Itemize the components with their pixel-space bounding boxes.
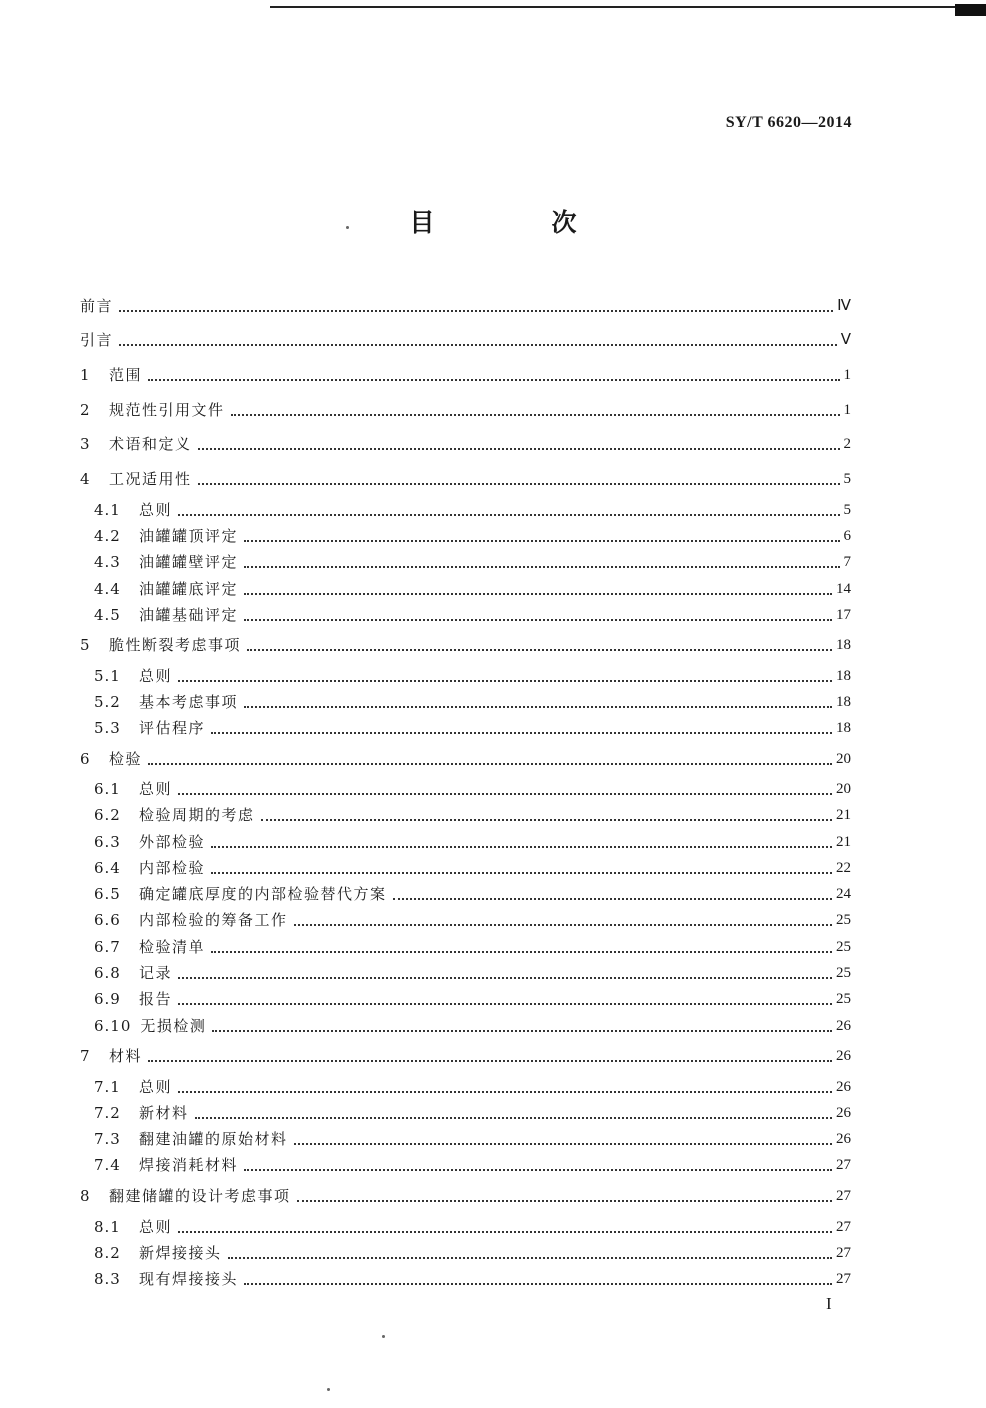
toc-entry-number: 6.5 (94, 885, 121, 903)
toc-entry[interactable] (94, 855, 851, 877)
toc-entry-page: 18 (836, 694, 851, 710)
toc-entry[interactable] (80, 466, 851, 488)
toc-entry-number: 5 (80, 636, 91, 654)
scan-speck (382, 1335, 385, 1338)
toc-dot-leader (244, 565, 839, 568)
toc-entry-page: 14 (836, 581, 851, 597)
toc-entry-label: 确定罐底厚度的内部检验替代方案 (139, 885, 387, 903)
toc-entry-number: 3 (80, 435, 91, 453)
toc-entry-page: Ⅳ (837, 298, 851, 314)
toc-entry[interactable] (94, 549, 851, 571)
toc-entry[interactable] (80, 1043, 851, 1065)
toc-entry-label: 总则 (139, 780, 173, 798)
toc-entry-number: 8.1 (94, 1218, 121, 1236)
toc-entry[interactable] (94, 576, 851, 598)
toc-entry-number: 6.2 (94, 806, 121, 824)
toc-entry-label: 材料 (109, 1047, 143, 1065)
toc-entry-page: 5 (843, 471, 851, 487)
toc-dot-leader (148, 378, 839, 381)
toc-dot-leader (195, 1116, 832, 1119)
toc-entry-label: 外部检验 (139, 833, 206, 851)
toc-entry-label: 评估程序 (139, 719, 206, 737)
toc-entry-page: 26 (836, 1105, 851, 1121)
toc-entry-page: 27 (836, 1219, 851, 1235)
toc-entry-label: 油罐罐底评定 (139, 580, 239, 598)
toc-entry-number: 6.9 (94, 990, 121, 1008)
toc-entry-page: 25 (836, 991, 851, 1007)
toc-dot-leader (228, 1256, 832, 1259)
toc-entry[interactable] (94, 960, 851, 982)
toc-entry-label: 油罐罐顶评定 (139, 527, 239, 545)
toc-entry-number: 6.3 (94, 833, 121, 851)
toc-entry[interactable] (94, 1074, 851, 1096)
toc-dot-leader (211, 871, 832, 874)
toc-entry-label: 检验清单 (139, 938, 206, 956)
toc-entry[interactable] (94, 802, 851, 824)
toc-entry-label: 工况适用性 (109, 470, 192, 488)
toc-entry-number: 7.3 (94, 1130, 121, 1148)
toc-entry-number: 4 (80, 470, 91, 488)
toc-entry[interactable] (94, 829, 851, 851)
toc-entry-label: 总则 (139, 1218, 173, 1236)
toc-entry-number: 7.2 (94, 1104, 121, 1122)
toc-dot-leader (294, 1142, 832, 1145)
toc-entry[interactable] (80, 397, 851, 419)
toc-entry-label: 总则 (139, 1078, 173, 1096)
toc-entry-page: 26 (836, 1018, 851, 1034)
toc-dot-leader (244, 618, 832, 621)
toc-dot-leader (178, 1002, 832, 1005)
toc-entry[interactable] (80, 327, 851, 349)
toc-entry-label: 记录 (139, 964, 173, 982)
toc-entry[interactable] (94, 689, 851, 711)
toc-entry-number: 6.4 (94, 859, 121, 877)
toc-dot-leader (211, 731, 832, 734)
toc-dot-leader (178, 792, 832, 795)
toc-entry-label: 基本考虑事项 (139, 693, 239, 711)
toc-entry-page: 21 (836, 807, 851, 823)
toc-dot-leader (178, 679, 832, 682)
toc-entry[interactable] (94, 1013, 851, 1035)
toc-entry-page: 25 (836, 939, 851, 955)
toc-entry-label: 引言 (80, 331, 114, 349)
toc-entry[interactable] (80, 431, 851, 453)
toc-entry-label: 总则 (139, 501, 173, 519)
toc-entry-page: 27 (836, 1271, 851, 1287)
toc-dot-leader (393, 897, 832, 900)
toc-entry-number: 7.4 (94, 1156, 121, 1174)
toc-entry[interactable] (80, 632, 851, 654)
toc-entry-page: 25 (836, 912, 851, 928)
toc-dot-leader (261, 818, 832, 821)
toc-entry-page: 2 (843, 436, 851, 452)
toc-entry-number: 4.4 (94, 580, 121, 598)
toc-entry-page: 5 (843, 502, 851, 518)
toc-entry-page: 26 (836, 1079, 851, 1095)
toc-entry-page: 24 (836, 886, 851, 902)
toc-entry-number: 7.1 (94, 1078, 121, 1096)
toc-entry[interactable] (94, 986, 851, 1008)
toc-entry[interactable] (80, 293, 851, 315)
toc-entry-label: 前言 (80, 297, 114, 315)
toc-entry-label: 翻建储罐的设计考虑事项 (109, 1187, 291, 1205)
toc-entry-label: 总则 (139, 667, 173, 685)
toc-entry-page: 6 (843, 528, 851, 544)
toc-entry-number: 4.2 (94, 527, 121, 545)
toc-entry-label: 无损检测 (140, 1017, 207, 1035)
toc-entry-label: 翻建油罐的原始材料 (139, 1130, 288, 1148)
toc-entry-page: 20 (836, 751, 851, 767)
toc-entry-label: 检验周期的考虑 (139, 806, 255, 824)
toc-entry-page: 26 (836, 1131, 851, 1147)
toc-entry-label: 术语和定义 (109, 435, 192, 453)
toc-entry-number: 5.3 (94, 719, 121, 737)
toc-dot-leader (244, 1282, 832, 1285)
toc-entry-label: 内部检验 (139, 859, 206, 877)
toc-entry[interactable] (94, 497, 851, 519)
toc-dot-leader (211, 950, 832, 953)
toc-entry[interactable] (94, 1266, 851, 1288)
toc-entry-page: 20 (836, 781, 851, 797)
toc-dot-leader (244, 592, 832, 595)
toc-dot-leader (198, 482, 840, 485)
toc-entry-page: 18 (836, 720, 851, 736)
toc-dot-leader (178, 513, 839, 516)
toc-dot-leader (119, 309, 833, 312)
toc-entry-label: 内部检验的筹备工作 (139, 911, 288, 929)
toc-entry-page: Ⅴ (840, 332, 851, 348)
toc-entry[interactable] (94, 523, 851, 545)
scan-speck (327, 1388, 330, 1391)
toc-dot-leader (211, 845, 832, 848)
toc-dot-leader (198, 447, 840, 450)
toc-dot-leader (148, 1059, 832, 1062)
toc-dot-leader (297, 1199, 832, 1202)
toc-entry[interactable] (94, 1126, 851, 1148)
toc-entry-page: 27 (836, 1157, 851, 1173)
toc-dot-leader (178, 1230, 832, 1233)
toc-entry-number: 1 (80, 366, 91, 384)
toc-entry[interactable] (94, 1152, 851, 1174)
toc-entry-page: 27 (836, 1188, 851, 1204)
toc-dot-leader (247, 648, 832, 651)
toc-entry-label: 范围 (109, 366, 143, 384)
toc-entry[interactable] (80, 746, 851, 768)
toc-entry-page: 1 (843, 402, 851, 418)
toc-entry-page: 17 (836, 607, 851, 623)
toc-entry-number: 6.1 (94, 780, 121, 798)
toc-entry-number: 8.3 (94, 1270, 121, 1288)
toc-entry-page: 18 (836, 637, 851, 653)
toc-entry[interactable] (94, 881, 851, 903)
toc-entry-page: 7 (843, 554, 851, 570)
toc-entry[interactable] (94, 602, 851, 624)
toc-entry-page: 1 (843, 367, 851, 383)
toc-entry-label: 新材料 (139, 1104, 189, 1122)
toc-entry-label: 规范性引用文件 (109, 401, 225, 419)
toc-entry-number: 6.7 (94, 938, 121, 956)
toc-entry[interactable] (94, 907, 851, 929)
toc-entry-label: 焊接消耗材料 (139, 1156, 239, 1174)
toc-entry-page: 25 (836, 965, 851, 981)
toc-entry[interactable] (94, 776, 851, 798)
toc-dot-leader (178, 976, 832, 979)
toc-entry-label: 报告 (139, 990, 173, 1008)
toc-entry-number: 7 (80, 1047, 91, 1065)
toc-dot-leader (212, 1029, 832, 1032)
toc-entry-label: 脆性断裂考虑事项 (109, 636, 242, 654)
toc-dot-leader (231, 413, 840, 416)
toc-entry-label: 检验 (109, 750, 143, 768)
toc-dot-leader (178, 1090, 832, 1093)
toc-entry-label: 油罐基础评定 (139, 606, 239, 624)
toc-dot-leader (244, 539, 839, 542)
toc-entry-page: 18 (836, 668, 851, 684)
toc-entry[interactable] (94, 934, 851, 956)
toc-entry-number: 2 (80, 401, 91, 419)
toc-entry[interactable] (94, 715, 851, 737)
toc-entry-number: 5.2 (94, 693, 121, 711)
toc-entry-page: 26 (836, 1048, 851, 1064)
page-number: I (826, 1294, 832, 1313)
toc-entry-number: 4.3 (94, 553, 121, 571)
toc-entry-number: 8.2 (94, 1244, 121, 1262)
toc-entry-page: 27 (836, 1245, 851, 1261)
toc-entry[interactable] (94, 1100, 851, 1122)
toc-dot-leader (244, 1168, 832, 1171)
toc-dot-leader (294, 923, 832, 926)
toc-entry-page: 21 (836, 834, 851, 850)
toc-entry[interactable] (94, 1214, 851, 1236)
toc-entry-number: 6.10 (94, 1017, 132, 1035)
toc-entry[interactable] (94, 1240, 851, 1262)
toc-entry-number: 5.1 (94, 667, 121, 685)
toc-dot-leader (119, 343, 837, 346)
toc-entry-label: 现有焊接接头 (139, 1270, 239, 1288)
toc-entry-number: 6 (80, 750, 91, 768)
toc-entry-number: 6.6 (94, 911, 121, 929)
standard-code: SY/T 6620—2014 (725, 114, 852, 131)
scan-speck (346, 226, 349, 229)
toc-entry[interactable] (80, 1183, 851, 1205)
toc-entry-number: 4.1 (94, 501, 121, 519)
toc-entry-number: 8 (80, 1187, 91, 1205)
toc-dot-leader (148, 762, 832, 765)
toc-entry-page: 22 (836, 860, 851, 876)
page-title: 目 次 (409, 208, 623, 237)
toc-entry-number: 6.8 (94, 964, 121, 982)
toc-entry[interactable] (80, 362, 851, 384)
toc-entry-label: 新焊接接头 (139, 1244, 222, 1262)
toc-dot-leader (244, 705, 832, 708)
toc-entry-number: 4.5 (94, 606, 121, 624)
toc-entry-label: 油罐罐壁评定 (139, 553, 239, 571)
toc-entry[interactable] (94, 663, 851, 685)
